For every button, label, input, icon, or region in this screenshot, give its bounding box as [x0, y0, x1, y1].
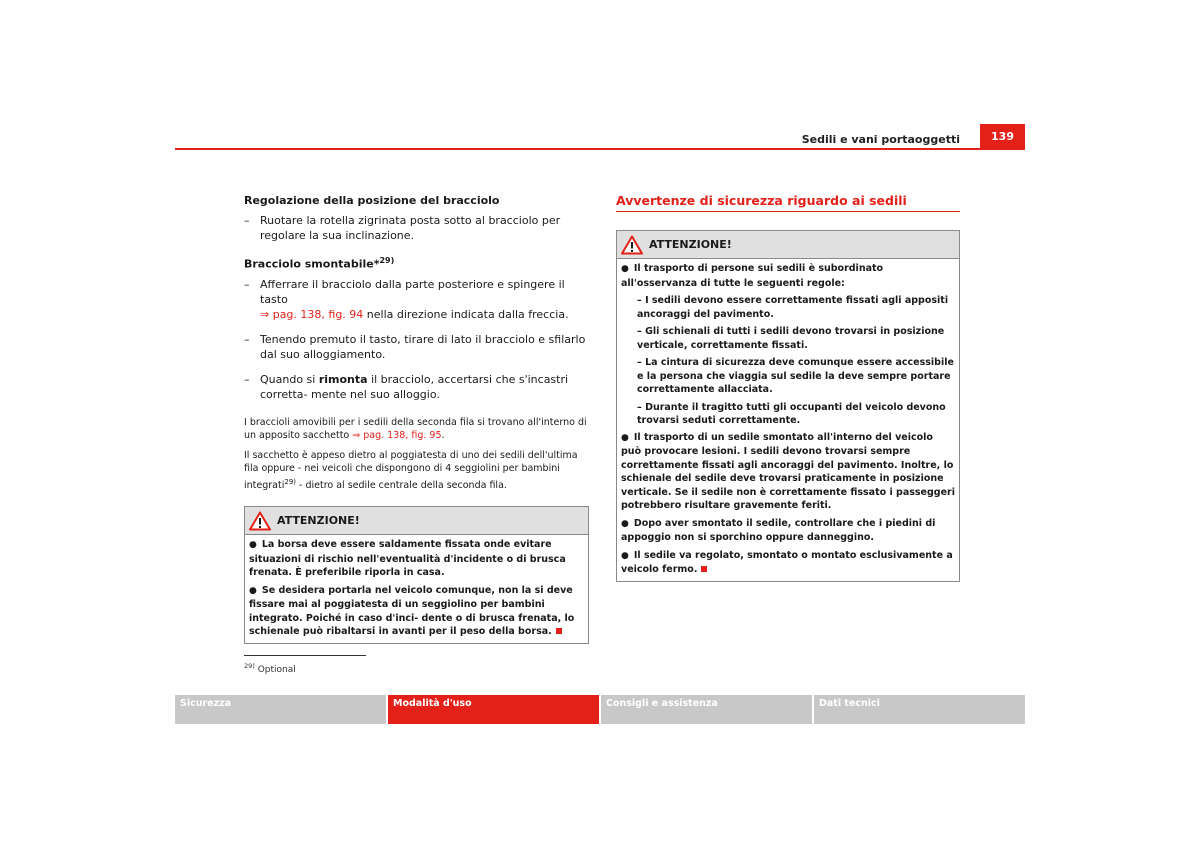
footnote-rule [244, 655, 366, 656]
warning-subitem: – Gli schienali di tutti i sedili devono trovarsi in posizione verticale, correttamente fissati. [637, 326, 945, 351]
warning-title: ATTENZIONE! [649, 238, 732, 251]
text-segment: nella direzione indicata dalla freccia. [363, 307, 569, 321]
warning-triangle-icon [249, 511, 271, 531]
list-item [244, 213, 589, 243]
text-segment: Quando si [260, 372, 319, 386]
header-rule [175, 148, 1025, 150]
warning-box [616, 230, 960, 582]
dash-marker: – [244, 277, 250, 291]
dash-marker: – [244, 332, 250, 346]
page-number: 139 [980, 124, 1025, 148]
section-heading-armrest-position: Regolazione della posizione del bracciolo [244, 194, 500, 207]
list-item [244, 372, 589, 402]
end-of-section-icon [556, 628, 562, 634]
section-heading-removable-armrest [244, 253, 589, 272]
footnote-mark: 29) [244, 662, 255, 670]
emphasis-text: rimonta [318, 372, 368, 386]
header-title: Sedili e vani portaoggetti [801, 133, 960, 146]
end-of-section-icon [701, 566, 707, 572]
text-segment: Afferrare il bracciolo dalla parte posteriore e spingere il tasto [260, 277, 565, 306]
footnote [244, 662, 296, 675]
list-item-text: Tenendo premuto il tasto, tirare di lato il bracciolo e sfilarlo dal suo alloggiamento. [260, 332, 586, 361]
list-item [244, 332, 589, 362]
warning-body [245, 535, 588, 643]
warning-text: Dopo aver smontato il sedile, controllare che i piedini di appoggio non si sporchino oppure danneggino. [621, 517, 936, 543]
text-segment: I braccioli amovibili per i sedili della seconda fila si trovano all'interno di un apposito sacchetto [244, 416, 587, 442]
warning-text: Il sedile va regolato, smontato o montato esclusivamente a veicolo fermo. [621, 549, 953, 575]
warning-text: I sedili devono essere correttamente fissati agli appositi ancoraggi del pavimento. [637, 295, 949, 320]
warning-text: Il trasporto di un sedile smontato all'interno del veicolo può provocare lesioni. I sedili devono trovarsi sempre correttamente fissati agli ancoraggi del pavimento. Inoltre, lo schienale del sedile deve trovarsi praticamente in posizione verticale. Se il sedile non è correttamente fissato i passeggeri potrebbero risultare gravemente feriti. [621, 431, 955, 511]
warning-body [617, 259, 959, 581]
list-item-text [260, 277, 589, 322]
bullet-icon: ● [249, 585, 257, 596]
warning-subitem: – I sedili devono essere correttamente fissati agli appositi ancoraggi del pavimento. [637, 295, 949, 320]
warning-text: La borsa deve essere saldamente fissata onde evitare situazioni di rischio nell'eventualità d'incidente o di brusca frenata. È preferibile riporla in casa. [249, 539, 566, 579]
cross-reference-link[interactable]: ⇒ pag. 138, fig. 94 [260, 307, 364, 321]
footnote-ref: 29) [379, 256, 395, 265]
footer-tab-sicurezza[interactable]: Sicurezza [175, 695, 386, 724]
warning-bullet [621, 517, 955, 545]
warning-text: Se desidera portarla nel veicolo comunque, non la si deve fissare mai al poggiatesta di un seggiolino per bambini integrato. Poiché in caso d'inci- dente o di brusca frenata, lo schienale può ribaltarsi in avanti per il peso della borsa. [249, 584, 575, 638]
warning-box [244, 506, 589, 644]
warning-bullet [249, 538, 584, 580]
bullet-icon: ● [621, 518, 629, 529]
list-item-text [260, 372, 589, 402]
text-segment: - dietro al sedile centrale della seconda fila. [296, 479, 507, 491]
warning-text: Gli schienali di tutti i sedili devono trovarsi in posizione verticale, correttamente fissati. [637, 326, 945, 351]
section-title: Avvertenze di sicurezza riguardo ai sedili [616, 193, 960, 212]
note-paragraph [244, 449, 589, 493]
text-segment: . [441, 430, 445, 442]
warning-triangle-icon [621, 235, 643, 255]
footer-tab-modalita-duso[interactable]: Modalità d'uso [388, 695, 599, 724]
footer-navigation [175, 695, 1025, 724]
dash-marker: – [244, 372, 250, 386]
warning-bullet [621, 262, 955, 290]
warning-text: Durante il tragitto tutti gli occupanti del veicolo devono trovarsi seduti correttamente. [637, 401, 946, 426]
list-item [244, 277, 589, 322]
text-segment: Il sacchetto è appeso dietro al poggiatesta di uno dei sedili dell'ultima fila oppure - nei veicoli che dispongono di 4 seggiolini per bambini integrati [244, 449, 578, 491]
warning-subitem: – Durante il tragitto tutti gli occupanti del veicolo devono trovarsi seduti correttamente. [637, 401, 946, 426]
bullet-icon: ● [249, 540, 257, 551]
heading-text: Bracciolo smontabile* [244, 257, 380, 271]
bullet-icon: ● [621, 550, 629, 561]
bullet-icon: ● [621, 264, 629, 274]
cross-reference-link[interactable]: ⇒ pag. 138, fig. 95 [352, 430, 442, 442]
right-column [616, 193, 960, 582]
footnote-ref: 29) [284, 477, 296, 486]
bullet-icon: ● [621, 432, 629, 443]
list-item-text: Ruotare la rotella zigrinata posta sotto al bracciolo per regolare la sua inclinazione. [260, 214, 561, 242]
warning-bullet [621, 549, 955, 577]
footnote-text: Optional [257, 665, 296, 675]
warning-subitem: – La cintura di sicurezza deve comunque essere accessibile e la persona che viaggia sul sedile la deve sempre portare correttamente allacciata. [637, 357, 954, 395]
warning-header [617, 231, 959, 259]
footer-tab-dati-tecnici[interactable]: Dati tecnici [814, 695, 1025, 724]
left-column [244, 193, 589, 644]
footer-tab-consigli-e-assistenza[interactable]: Consigli e assistenza [601, 695, 812, 724]
warning-text: Il trasporto di persone sui sedili è subordinato all'osservanza di tutte le seguenti regole: [621, 263, 884, 289]
warning-text: La cintura di sicurezza deve comunque essere accessibile e la persona che viaggia sul sedile la deve sempre portare correttamente allacciata. [637, 357, 954, 395]
note-paragraph [244, 416, 589, 443]
warning-bullet [249, 584, 584, 639]
warning-title: ATTENZIONE! [277, 514, 360, 528]
text-segment: il bracciolo, accertarsi che s'incastri corretta- mente nel suo alloggio. [260, 372, 569, 401]
warning-bullet [621, 431, 955, 513]
dash-marker: – [244, 214, 250, 227]
warning-header [245, 507, 588, 535]
